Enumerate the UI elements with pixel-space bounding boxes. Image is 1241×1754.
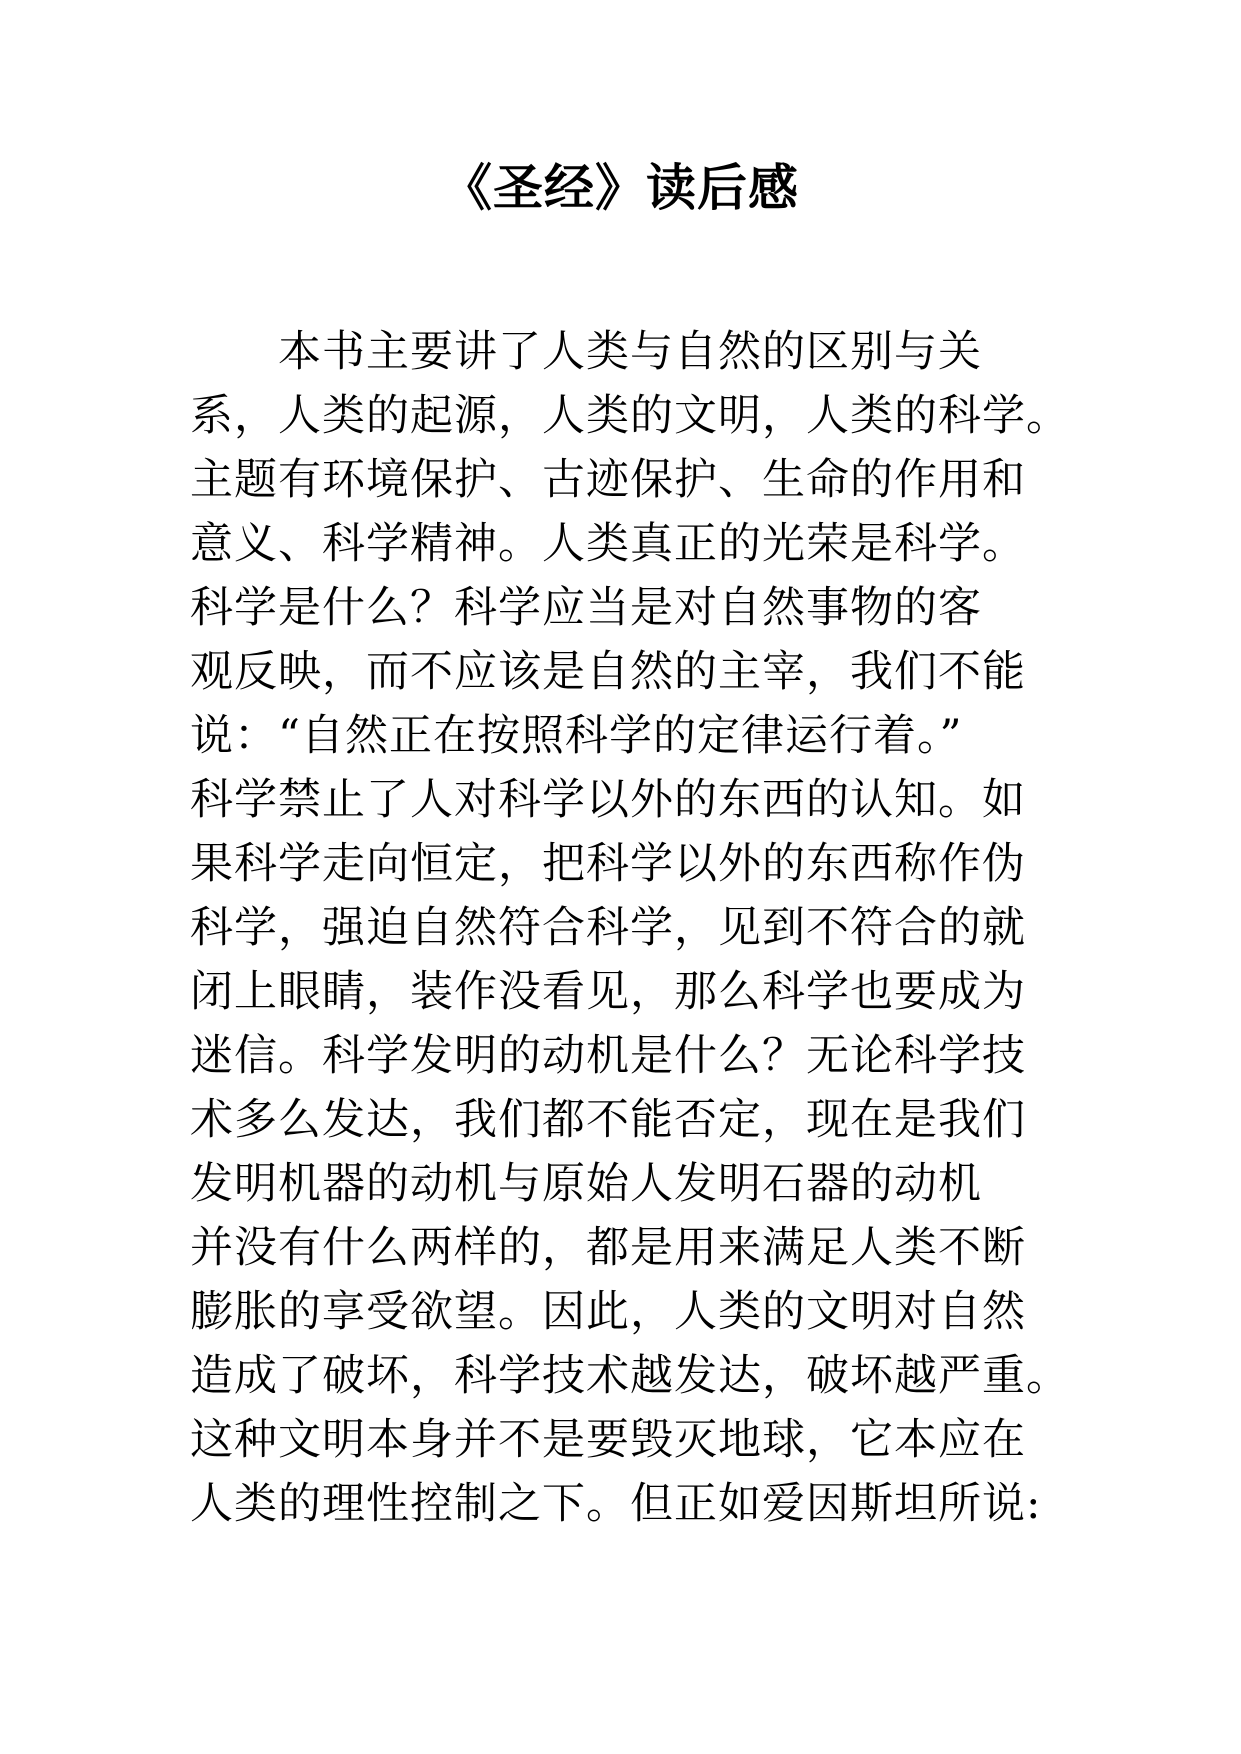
body-line: 说：“自然正在按照科学的定律运行着。” <box>190 711 963 761</box>
body-line: 发明机器的动机与原始人发明石器的动机 <box>190 1159 982 1209</box>
body-line: 造成了破坏，科学技术越发达，破坏越严重。 <box>190 1351 1070 1401</box>
body-line: 本书主要讲了人类与自然的区别与关 <box>278 327 982 377</box>
body-line: 主题有环境保护、古迹保护、生命的作用和 <box>190 455 1026 505</box>
document-title: 《圣经》读后感 <box>442 158 799 217</box>
body-line: 观反映，而不应该是自然的主宰，我们不能 <box>190 647 1026 697</box>
body-line: 这种文明本身并不是要毁灭地球，它本应在 <box>190 1415 1026 1465</box>
body-line: 术多么发达，我们都不能否定，现在是我们 <box>190 1095 1026 1145</box>
body-line: 科学，强迫自然符合科学，见到不符合的就 <box>190 903 1026 953</box>
body-line: 意义、科学精神。人类真正的光荣是科学。 <box>190 519 1026 569</box>
body-line: 迷信。科学发明的动机是什么？无论科学技 <box>190 1031 1026 1081</box>
body-line: 果科学走向恒定，把科学以外的东西称作伪 <box>190 839 1026 889</box>
body-line: 系，人类的起源，人类的文明，人类的科学。 <box>190 391 1070 441</box>
document-body <box>190 320 1090 1536</box>
body-line: 人类的理性控制之下。但正如爱因斯坦所说: <box>190 1479 1042 1529</box>
body-line: 并没有什么两样的，都是用来满足人类不断 <box>190 1223 1026 1273</box>
body-line: 科学是什么？科学应当是对自然事物的客 <box>190 583 982 633</box>
body-line: 闭上眼睛，装作没看见，那么科学也要成为 <box>190 967 1026 1017</box>
body-line: 膨胀的享受欲望。因此，人类的文明对自然 <box>190 1287 1026 1337</box>
body-line: 科学禁止了人对科学以外的东西的认知。如 <box>190 775 1026 825</box>
